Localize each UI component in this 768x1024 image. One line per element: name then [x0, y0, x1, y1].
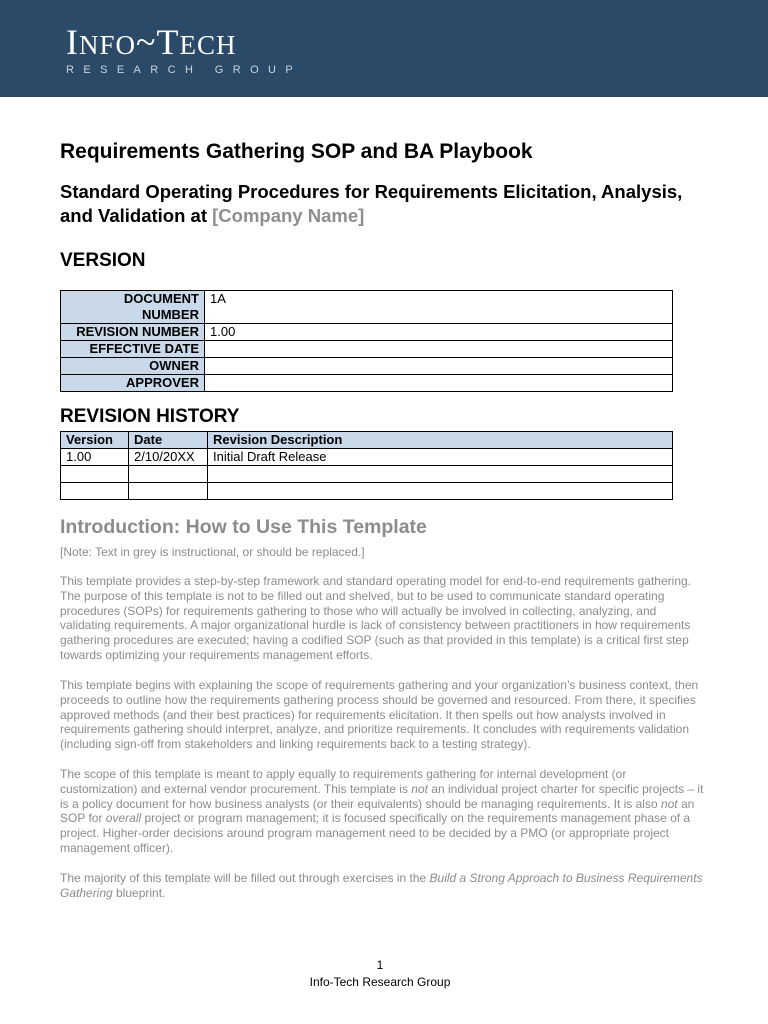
footer-organization: Info-Tech Research Group [309, 975, 451, 989]
revision-history-heading: REVISION HISTORY [60, 406, 240, 427]
table-row [61, 358, 673, 375]
table-row [61, 341, 673, 358]
version-label: APPROVER [61, 375, 205, 392]
document-title: Requirements Gathering SOP and BA Playbook [60, 140, 533, 163]
document-subtitle: Standard Operating Procedures for Requirements Elicitation, Analysis, and Validation at [Company Name] [60, 181, 683, 226]
table-row [61, 375, 673, 392]
version-label: REVISION NUMBER [61, 324, 205, 341]
page-number: 1 [376, 958, 384, 972]
version-label: DOCUMENT NUMBER [61, 291, 205, 324]
table-row [61, 324, 673, 341]
table-row [61, 291, 673, 324]
version-value [205, 358, 673, 375]
revision-history-table [60, 431, 673, 500]
intro-paragraph-4: The majority of this template will be filled out through exercises in the Build a Strong Approach to Business Requirements Gathering blueprint. [60, 871, 703, 900]
version-label: OWNER [61, 358, 205, 375]
info-tech-logo: INFO~TECH [66, 22, 237, 62]
version-value [205, 341, 673, 358]
table-cell [61, 466, 129, 483]
table-cell [129, 483, 208, 500]
header-banner [0, 0, 768, 97]
version-value [205, 375, 673, 392]
blueprint-title: Build a Strong Approach to Business Requirements Gathering [60, 871, 703, 900]
table-cell [129, 466, 208, 483]
column-header: Date [129, 432, 208, 449]
table-cell: 2/10/20XX [129, 449, 208, 466]
intro-paragraph-2: This template begins with explaining the scope of requirements gathering and your organization’s business context, then proceeds to outline how the requirements gathering process should be governed and resourced. From there, it specifies approved methods (and their best practices) for requirements elicitation. It then spells out how analysts involved in requirements gathering should interpret, analyze, and prioritize requirements. It concludes with requirements validation (including sign-off from stakeholders and linking requirements back to a testing strategy). [60, 678, 699, 752]
table-row [61, 466, 673, 483]
introduction-heading: Introduction: How to Use This Template [60, 516, 427, 538]
intro-paragraph-3: The scope of this template is meant to apply equally to requirements gathering for internal development (or customization) and external vendor procurement. This template is not an individual project charter for specific projects – it is a policy document for how business analysts (or their equivalents) should be managing requirements. It is also not an SOP for overall project or program management; it is focused specifically on the requirements management phase of a project. Higher-order decisions around program management need to be decided by a PMO (or appropriate project management officer). [60, 767, 704, 855]
column-header: Version [61, 432, 129, 449]
company-name-placeholder: [Company Name] [212, 205, 365, 226]
version-table [60, 290, 673, 392]
table-header-row [61, 432, 673, 449]
column-header: Revision Description [208, 432, 673, 449]
table-cell [208, 466, 673, 483]
logo-subtitle: RESEARCH GROUP [66, 64, 303, 76]
table-cell [61, 483, 129, 500]
version-value: 1A [205, 291, 673, 324]
version-value: 1.00 [205, 324, 673, 341]
instruction-note: [Note: Text in grey is instructional, or should be replaced.] [60, 545, 365, 559]
version-label: EFFECTIVE DATE [61, 341, 205, 358]
version-heading: VERSION [60, 250, 146, 271]
table-cell: 1.00 [61, 449, 129, 466]
table-row [61, 449, 673, 466]
intro-paragraph-1: This template provides a step-by-step framework and standard operating model for end-to-end requirements gathering. The purpose of this template is not to be filled out and shelved, but to be used to communicate standard operating procedures (SOPs) for requirements gathering to those who will actually be involved in collecting, analyzing, and validating requirements. A major organizational hurdle is lack of consistency between practitioners in how requirements gathering procedures are executed; having a codified SOP (such as that provided in this template) is a critical first step towards optimizing your requirements management efforts. [60, 574, 692, 662]
table-cell [208, 483, 673, 500]
table-cell: Initial Draft Release [208, 449, 673, 466]
table-row [61, 483, 673, 500]
